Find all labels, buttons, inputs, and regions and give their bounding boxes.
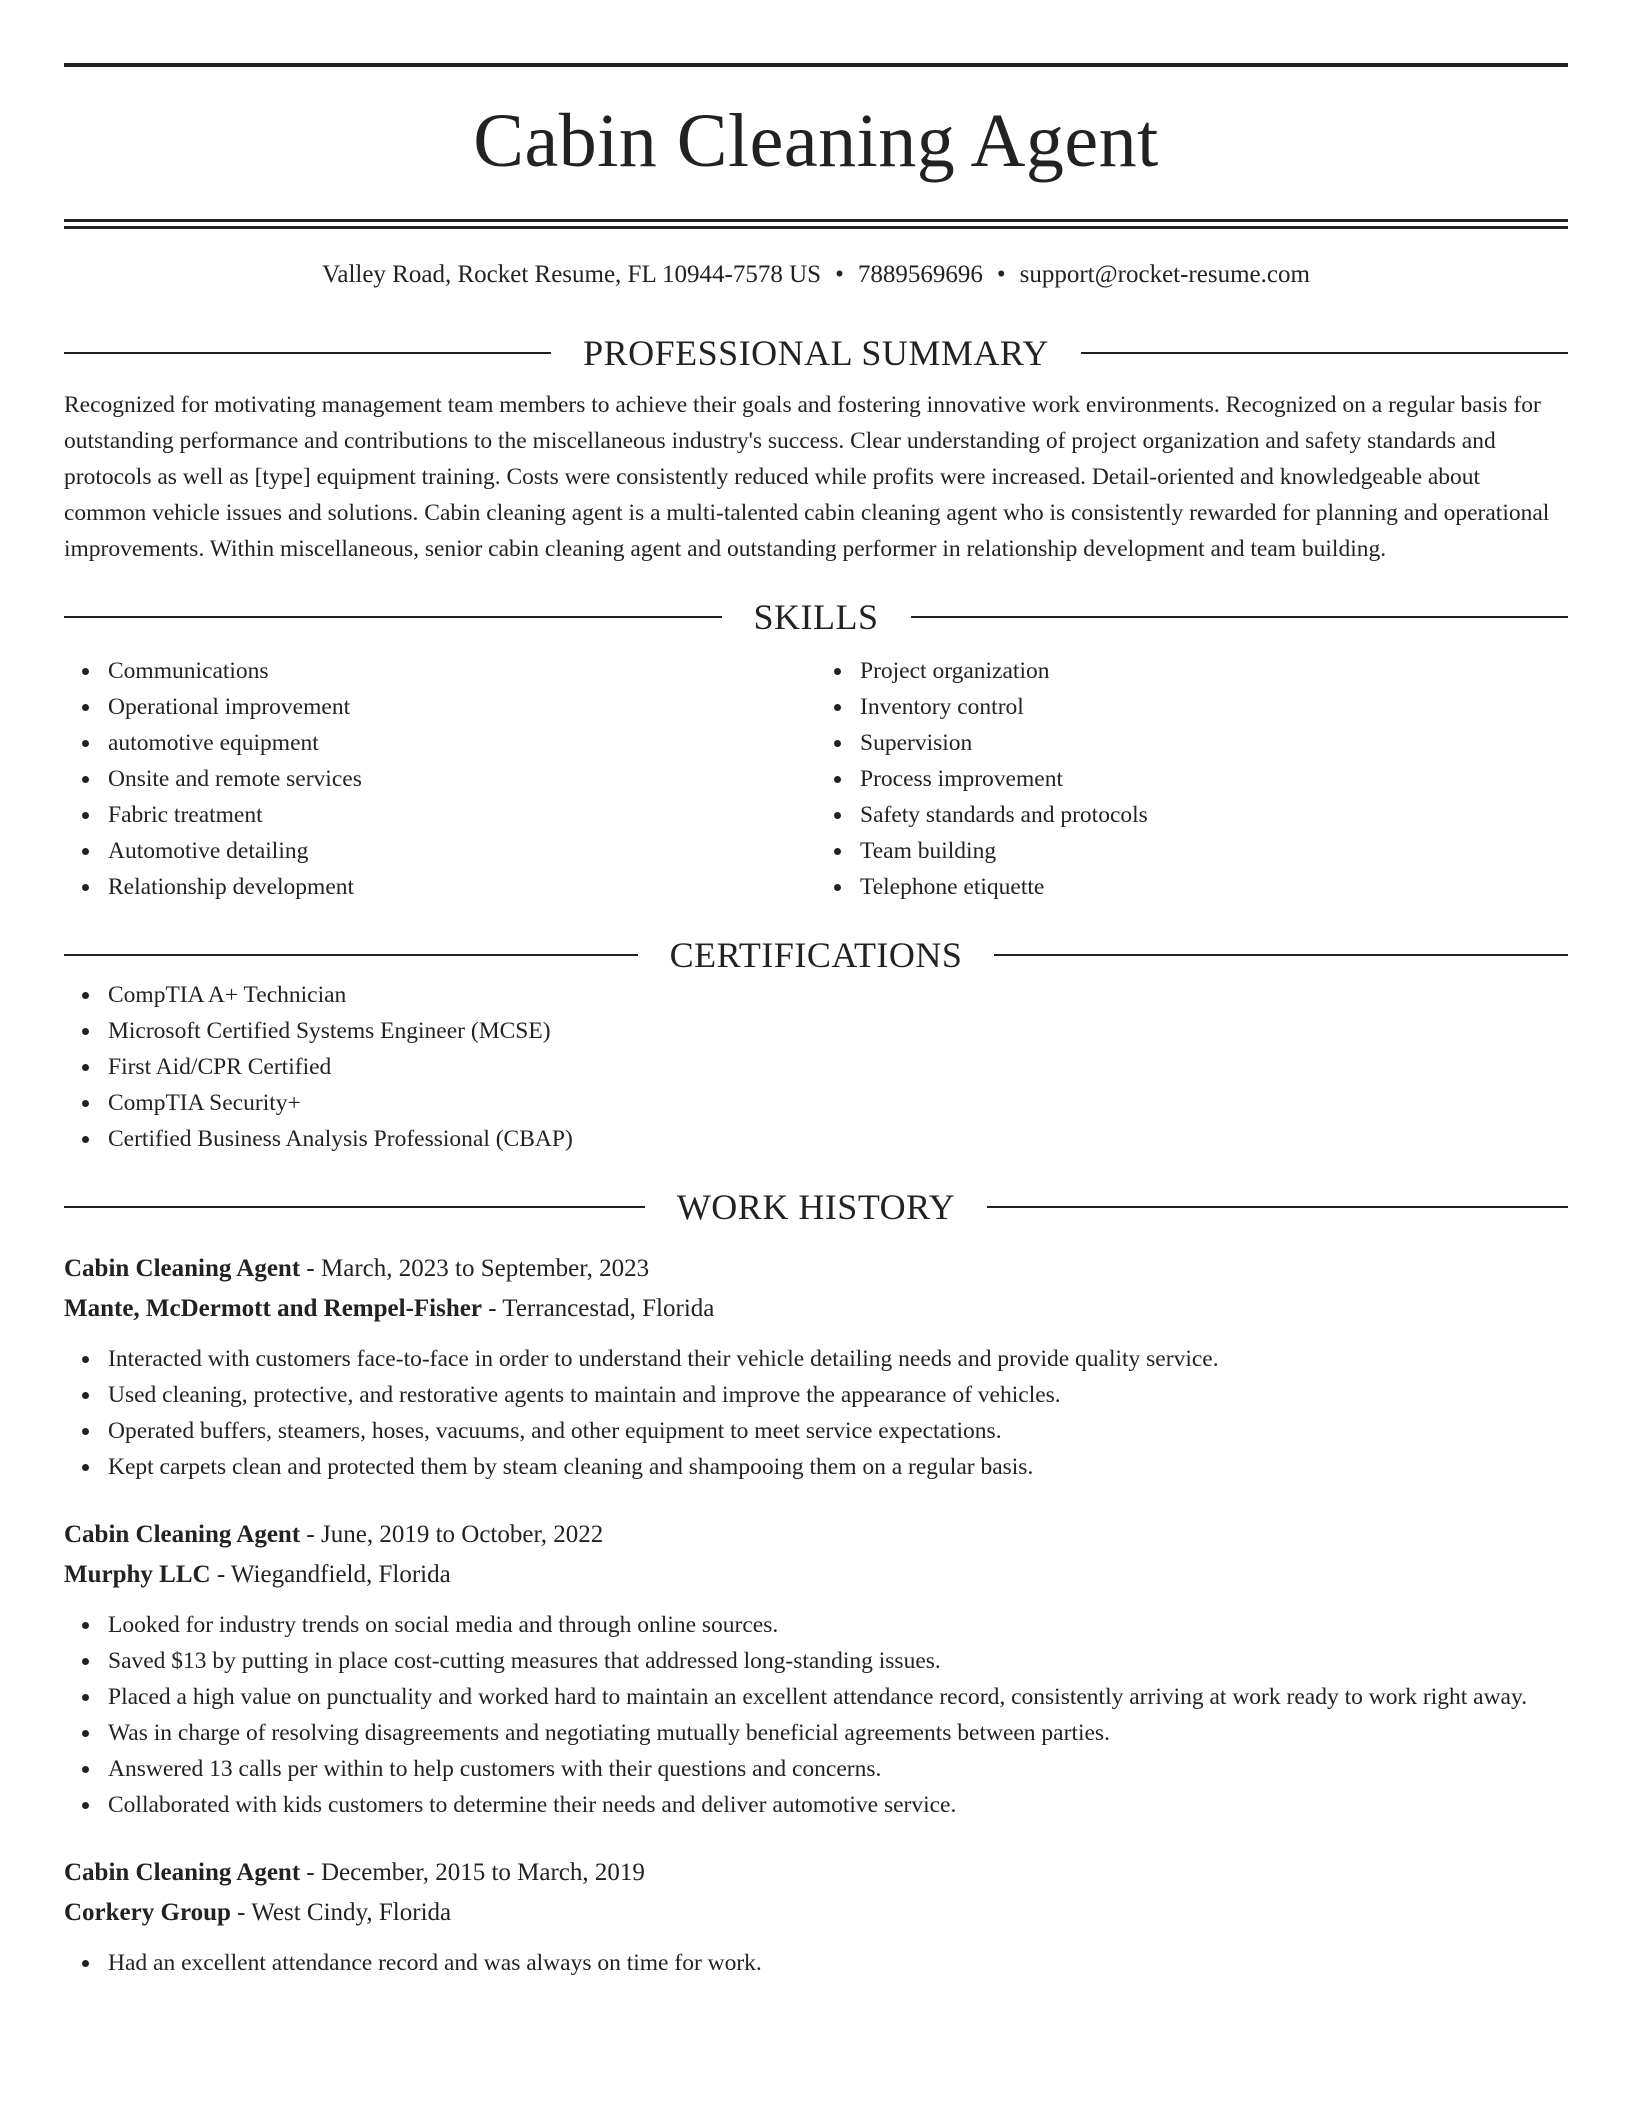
skill-item: Project organization — [860, 653, 1568, 689]
job-dates: - June, 2019 to October, 2022 — [300, 1521, 604, 1548]
skill-item: Safety standards and protocols — [860, 797, 1568, 833]
job-location: - West Cindy, Florida — [230, 1899, 452, 1926]
job-duty-item: Used cleaning, protective, and restorative agents to maintain and improve the appearance of vehicles. — [108, 1377, 1568, 1413]
resume-page — [64, 0, 1568, 1981]
job-duty-item: Answered 13 calls per within to help customers with their questions and concerns. — [108, 1751, 1568, 1787]
skill-item: Inventory control — [860, 689, 1568, 725]
job-entry — [64, 1249, 1568, 1485]
certifications-section-header — [64, 933, 1568, 977]
certification-item: Certified Business Analysis Professional (CBAP) — [108, 1121, 1568, 1157]
job-title-line — [64, 1249, 1568, 1289]
skill-item: Operational improvement — [108, 689, 816, 725]
skill-item: Fabric treatment — [108, 797, 816, 833]
skill-item: Telephone etiquette — [860, 869, 1568, 905]
skills-section-header — [64, 595, 1568, 639]
skill-item: Process improvement — [860, 761, 1568, 797]
contact-address: Valley Road, Rocket Resume, FL 10944-7578 US — [322, 261, 822, 288]
section-title: PROFESSIONAL SUMMARY — [583, 333, 1049, 373]
job-company-line — [64, 1893, 1568, 1933]
job-title-line — [64, 1515, 1568, 1555]
job-duty-item: Was in charge of resolving disagreements and negotiating mutually beneficial agreements between parties. — [108, 1715, 1568, 1751]
skill-item: Supervision — [860, 725, 1568, 761]
summary-section-header — [64, 331, 1568, 375]
skills-column-right — [816, 653, 1568, 905]
job-title: Cabin Cleaning Agent — [64, 1859, 301, 1886]
job-location: - Terrancestad, Florida — [481, 1295, 715, 1322]
job-duty-item: Interacted with customers face-to-face in order to understand their vehicle detailing needs and provide quality service. — [108, 1341, 1568, 1377]
skill-item: Automotive detailing — [108, 833, 816, 869]
skill-item: Onsite and remote services — [108, 761, 816, 797]
section-title: WORK HISTORY — [676, 1187, 956, 1227]
section-rule — [1081, 352, 1568, 354]
section-rule — [987, 1206, 1568, 1208]
job-company: Mante, McDermott and Rempel-Fisher — [64, 1295, 482, 1322]
skill-item: Relationship development — [108, 869, 816, 905]
contact-email: support@rocket-resume.com — [1019, 261, 1310, 288]
job-duty-item: Saved $13 by putting in place cost-cutting measures that addressed long-standing issues. — [108, 1643, 1568, 1679]
job-company: Corkery Group — [64, 1899, 231, 1926]
skill-item: Team building — [860, 833, 1568, 869]
certification-item: Microsoft Certified Systems Engineer (MCSE) — [108, 1013, 1568, 1049]
job-duty-item: Had an excellent attendance record and was always on time for work. — [108, 1945, 1568, 1981]
skills-column-left — [64, 653, 816, 905]
skills-list — [64, 653, 1568, 905]
section-rule — [64, 954, 638, 956]
section-title: SKILLS — [753, 597, 879, 637]
job-company: Murphy LLC — [64, 1561, 211, 1588]
contact-phone: 7889569696 — [857, 261, 983, 288]
certification-item: First Aid/CPR Certified — [108, 1049, 1568, 1085]
double-rule — [64, 219, 1568, 229]
section-rule — [911, 616, 1569, 618]
contact-separator: • — [835, 261, 844, 288]
top-rule — [64, 63, 1568, 67]
job-duty-item: Kept carpets clean and protected them by steam cleaning and shampooing them on a regular basis. — [108, 1449, 1568, 1485]
job-entry — [64, 1515, 1568, 1823]
certification-item: CompTIA A+ Technician — [108, 977, 1568, 1013]
job-duty-item: Collaborated with kids customers to determine their needs and deliver automotive service. — [108, 1787, 1568, 1823]
section-rule — [64, 616, 722, 618]
section-rule — [64, 352, 551, 354]
job-dates: - March, 2023 to September, 2023 — [300, 1255, 650, 1282]
job-duties-list — [64, 1341, 1568, 1485]
job-duties-list — [64, 1945, 1568, 1981]
certifications-list — [64, 977, 1568, 1157]
job-entry — [64, 1853, 1568, 1981]
job-duty-item: Operated buffers, steamers, hoses, vacuums, and other equipment to meet service expectations. — [108, 1413, 1568, 1449]
skill-item: Communications — [108, 653, 816, 689]
work-history-section-header — [64, 1185, 1568, 1229]
job-location: - Wiegandfield, Florida — [210, 1561, 451, 1588]
contact-line — [64, 259, 1568, 291]
section-rule — [64, 1206, 645, 1208]
section-title: CERTIFICATIONS — [669, 935, 963, 975]
job-title: Cabin Cleaning Agent — [64, 1255, 301, 1282]
job-title-line — [64, 1853, 1568, 1893]
certification-item: CompTIA Security+ — [108, 1085, 1568, 1121]
job-duties-list — [64, 1607, 1568, 1823]
summary-text: Recognized for motivating management team members to achieve their goals and fostering innovative work environments. Recognized on a regular basis for outstanding performance and contributions to the miscellaneous industry's success. Clear understanding of project organization and safety standards and protocols as well as [type] equipment training. Costs were consistently reduced while profits were increased. Detail-oriented and knowledgeable about common vehicle issues and solutions. Cabin cleaning agent is a multi-talented cabin cleaning agent who is consistently rewarded for planning and operational improvements. Within miscellaneous, senior cabin cleaning agent and outstanding performer in relationship development and team building. — [64, 392, 1550, 562]
job-duty-item: Placed a high value on punctuality and worked hard to maintain an excellent attendance record, consistently arriving at work ready to work right away. — [108, 1679, 1568, 1715]
job-title: Cabin Cleaning Agent — [64, 1521, 301, 1548]
section-rule — [994, 954, 1568, 956]
job-duty-item: Looked for industry trends on social media and through online sources. — [108, 1607, 1568, 1643]
resume-name: Cabin Cleaning Agent — [473, 99, 1159, 183]
job-company-line — [64, 1555, 1568, 1595]
job-dates: - December, 2015 to March, 2019 — [300, 1859, 645, 1886]
skill-item: automotive equipment — [108, 725, 816, 761]
job-company-line — [64, 1289, 1568, 1329]
contact-separator: • — [996, 261, 1006, 288]
